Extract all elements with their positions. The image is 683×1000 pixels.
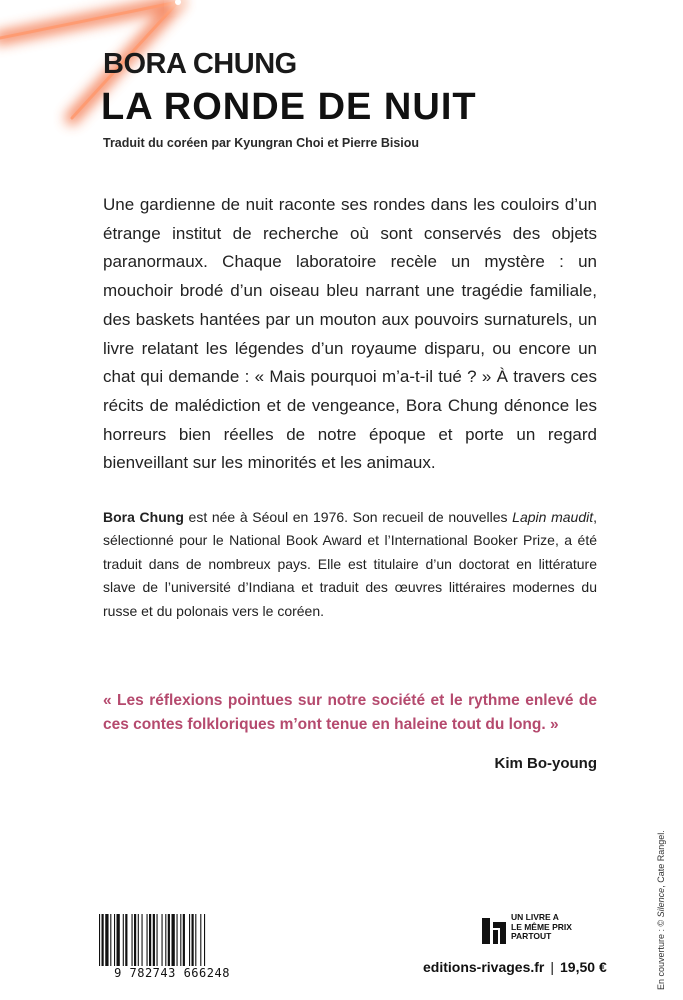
isbn-number: 9 782743 666248 (97, 966, 247, 980)
cover-image-credit: En couverture : © Silence, Cate Rangel. (656, 830, 666, 990)
publisher-line (423, 959, 607, 975)
quote-author: Kim Bo-young (494, 755, 597, 772)
slogan-line: UN LIVRE A (511, 912, 559, 922)
slogan-line: PARTOUT (511, 931, 552, 941)
rivages-logo-icon (480, 916, 508, 946)
barcode (97, 914, 247, 982)
bio-author-name: Bora Chung (103, 509, 184, 525)
barcode-bars (97, 914, 247, 970)
price-slogan (511, 913, 572, 942)
press-quote: « Les réflexions pointues sur notre société et le rythme enlevé de ces contes folkloriques m’ont tenue en haleine tout du long. » (103, 692, 597, 733)
author-name: BORA CHUNG (103, 48, 297, 80)
translator-credit: Traduit du coréen par Kyungran Choi et Pierre Bisiou (103, 136, 420, 150)
bio-text-1: est née à Séoul en 1976. Son recueil de nouvelles (183, 509, 513, 525)
book-summary: Une gardienne de nuit raconte ses rondes dans les couloirs d’un étrange institut de recherche où sont conservés des objets paranormaux. Chaque laboratoire recèle un mystère : un mouchoir brodé d’un oiseau bleu narrant une tragédie familiale, des baskets hantées par un mouton aux pouvoirs surnaturels, un livre relatant les légendes d’un royaume disparu, ou encore un chat qui demande : « Mais pourquoi m’a-t-il tué ? » À travers ces récits de malédiction et de vengeance, Bora Chung dénonce les horreurs bien réelles de notre époque et porte un regard bienveillant sur les minorités et les animaux. (103, 195, 597, 473)
book-title: LA RONDE DE NUIT (101, 86, 477, 128)
slogan-line: LE MÊME PRIX (511, 921, 572, 932)
author-bio (103, 506, 597, 623)
publisher-website: editions-rivages.fr (423, 959, 545, 975)
bio-book-title: Lapin maudit (512, 509, 594, 525)
book-price: 19,50 € (560, 959, 607, 975)
price-separator: | (550, 959, 555, 975)
bio-text-2: , sélectionné pour le National Book Award et l’International Booker Prize, a été traduit dans de nombreux pays. Elle est titulaire d’un doctorat en littérature slave de l’université d’Indiana et traduit des œuvres littéraires modernes du russe et du polonais vers le coréen. (103, 509, 597, 619)
